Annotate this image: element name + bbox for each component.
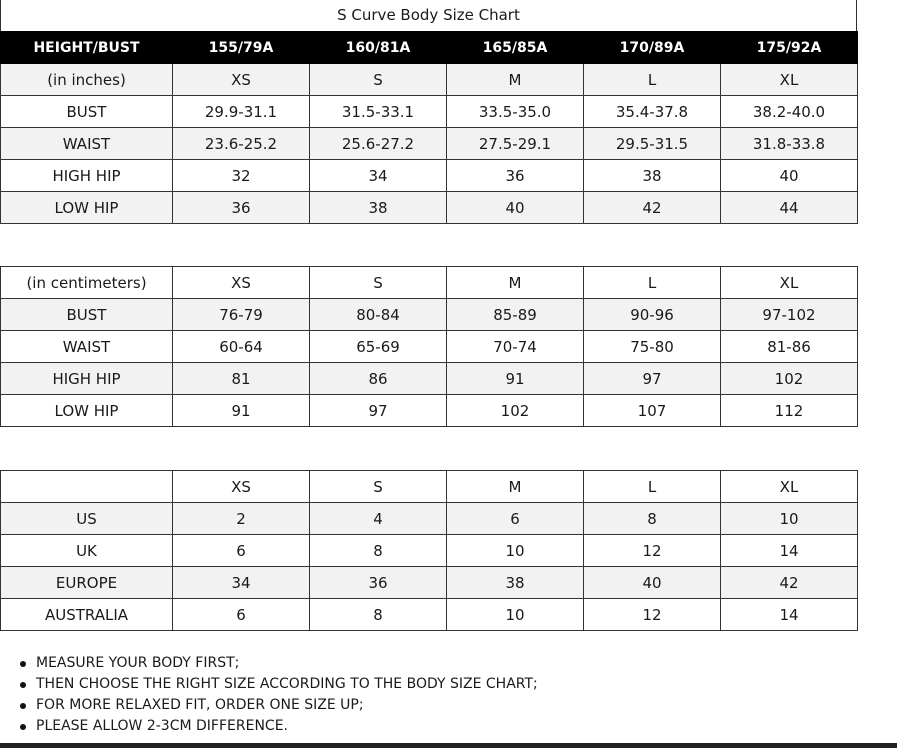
row-label-cell: (in centimeters) — [1, 267, 173, 299]
row-label-cell: AUSTRALIA — [1, 599, 173, 631]
table-cell: 8 — [310, 535, 447, 567]
table-cell: 40 — [584, 567, 721, 599]
table-row — [1, 64, 858, 96]
table-cell: XS — [173, 471, 310, 503]
table-cell: 40 — [721, 160, 858, 192]
row-label-cell: UK — [1, 535, 173, 567]
table-row — [1, 192, 858, 224]
table-cell: 42 — [584, 192, 721, 224]
table-cell: S — [310, 471, 447, 503]
chart-title: S Curve Body Size Chart — [0, 0, 857, 31]
row-label-cell: LOW HIP — [1, 192, 173, 224]
table-cell: 6 — [173, 599, 310, 631]
header-cell: HEIGHT/BUST — [1, 32, 173, 64]
table-cell: 31.5-33.1 — [310, 96, 447, 128]
table-cell: 80-84 — [310, 299, 447, 331]
table-cell: 76-79 — [173, 299, 310, 331]
table-row — [1, 128, 858, 160]
table-cell: 70-74 — [447, 331, 584, 363]
table-cell: M — [447, 471, 584, 503]
row-label-cell — [1, 471, 173, 503]
table-cell: 38 — [447, 567, 584, 599]
table-cell: L — [584, 64, 721, 96]
table-cell: 97 — [310, 395, 447, 427]
region-table-body — [1, 471, 858, 631]
table-cell: 6 — [173, 535, 310, 567]
table-cell: 34 — [310, 160, 447, 192]
table-cell: 12 — [584, 535, 721, 567]
table-row — [1, 96, 858, 128]
table-cell: 10 — [447, 599, 584, 631]
table-cell: 102 — [447, 395, 584, 427]
row-label-cell: HIGH HIP — [1, 160, 173, 192]
table-cell: 10 — [447, 535, 584, 567]
table-cell: 14 — [721, 535, 858, 567]
table-cell: XS — [173, 267, 310, 299]
table-cell: 29.9-31.1 — [173, 96, 310, 128]
inches-table-body — [1, 32, 858, 224]
header-cell: 175/92A — [721, 32, 858, 64]
bottom-divider — [0, 743, 897, 748]
note-item: THEN CHOOSE THE RIGHT SIZE ACCORDING TO THE BODY SIZE CHART; — [20, 674, 538, 695]
table-cell: 27.5-29.1 — [447, 128, 584, 160]
table-row — [1, 160, 858, 192]
cm-table-body — [1, 267, 858, 427]
table-cell: 31.8-33.8 — [721, 128, 858, 160]
table-cell: M — [447, 267, 584, 299]
table-cell: XL — [721, 471, 858, 503]
table-header-row — [1, 32, 858, 64]
table-cell: 38.2-40.0 — [721, 96, 858, 128]
table-row — [1, 535, 858, 567]
table-cell: 35.4-37.8 — [584, 96, 721, 128]
table-cell: 12 — [584, 599, 721, 631]
table-cell: 32 — [173, 160, 310, 192]
table-cell: 102 — [721, 363, 858, 395]
table-cell: 33.5-35.0 — [447, 96, 584, 128]
table-cell: 23.6-25.2 — [173, 128, 310, 160]
table-cell: 29.5-31.5 — [584, 128, 721, 160]
table-cell: 90-96 — [584, 299, 721, 331]
table-row — [1, 331, 858, 363]
table-cell: 65-69 — [310, 331, 447, 363]
table-cell: 38 — [584, 160, 721, 192]
table-cell: 91 — [173, 395, 310, 427]
table-cell: 36 — [447, 160, 584, 192]
table-row — [1, 395, 858, 427]
region-size-table — [0, 470, 858, 631]
row-label-cell: (in inches) — [1, 64, 173, 96]
header-cell: 155/79A — [173, 32, 310, 64]
table-cell: 85-89 — [447, 299, 584, 331]
table-cell: 36 — [173, 192, 310, 224]
table-cell: 86 — [310, 363, 447, 395]
inches-size-table — [0, 31, 858, 224]
table-cell: XL — [721, 267, 858, 299]
table-cell: 4 — [310, 503, 447, 535]
table-row — [1, 599, 858, 631]
table-cell: 38 — [310, 192, 447, 224]
table-cell: L — [584, 267, 721, 299]
table-row — [1, 503, 858, 535]
table-row — [1, 471, 858, 503]
table-cell: 81-86 — [721, 331, 858, 363]
table-cell: 34 — [173, 567, 310, 599]
table-cell: 25.6-27.2 — [310, 128, 447, 160]
table-cell: 2 — [173, 503, 310, 535]
table-cell: 97-102 — [721, 299, 858, 331]
row-label-cell: WAIST — [1, 128, 173, 160]
table-cell: 36 — [310, 567, 447, 599]
table-cell: 97 — [584, 363, 721, 395]
header-cell: 160/81A — [310, 32, 447, 64]
note-item: FOR MORE RELAXED FIT, ORDER ONE SIZE UP; — [20, 695, 538, 716]
table-row — [1, 299, 858, 331]
table-cell: 81 — [173, 363, 310, 395]
table-row — [1, 267, 858, 299]
table-row — [1, 363, 858, 395]
table-cell: 14 — [721, 599, 858, 631]
table-cell: M — [447, 64, 584, 96]
table-cell: XS — [173, 64, 310, 96]
table-cell: 60-64 — [173, 331, 310, 363]
table-cell: 75-80 — [584, 331, 721, 363]
table-cell: 40 — [447, 192, 584, 224]
table-cell: 42 — [721, 567, 858, 599]
table-row — [1, 567, 858, 599]
table-cell: 112 — [721, 395, 858, 427]
row-label-cell: BUST — [1, 96, 173, 128]
row-label-cell: WAIST — [1, 331, 173, 363]
table-cell: 8 — [310, 599, 447, 631]
row-label-cell: US — [1, 503, 173, 535]
table-cell: 6 — [447, 503, 584, 535]
table-cell: 107 — [584, 395, 721, 427]
table-cell: 91 — [447, 363, 584, 395]
table-cell: S — [310, 267, 447, 299]
centimeters-size-table — [0, 266, 858, 427]
table-cell: XL — [721, 64, 858, 96]
measurement-notes — [20, 653, 538, 737]
table-cell: S — [310, 64, 447, 96]
row-label-cell: LOW HIP — [1, 395, 173, 427]
header-cell: 165/85A — [447, 32, 584, 64]
row-label-cell: EUROPE — [1, 567, 173, 599]
note-item: PLEASE ALLOW 2-3CM DIFFERENCE. — [20, 716, 538, 737]
table-cell: 8 — [584, 503, 721, 535]
table-cell: L — [584, 471, 721, 503]
row-label-cell: HIGH HIP — [1, 363, 173, 395]
note-item: MEASURE YOUR BODY FIRST; — [20, 653, 538, 674]
header-cell: 170/89A — [584, 32, 721, 64]
row-label-cell: BUST — [1, 299, 173, 331]
table-cell: 44 — [721, 192, 858, 224]
table-cell: 10 — [721, 503, 858, 535]
